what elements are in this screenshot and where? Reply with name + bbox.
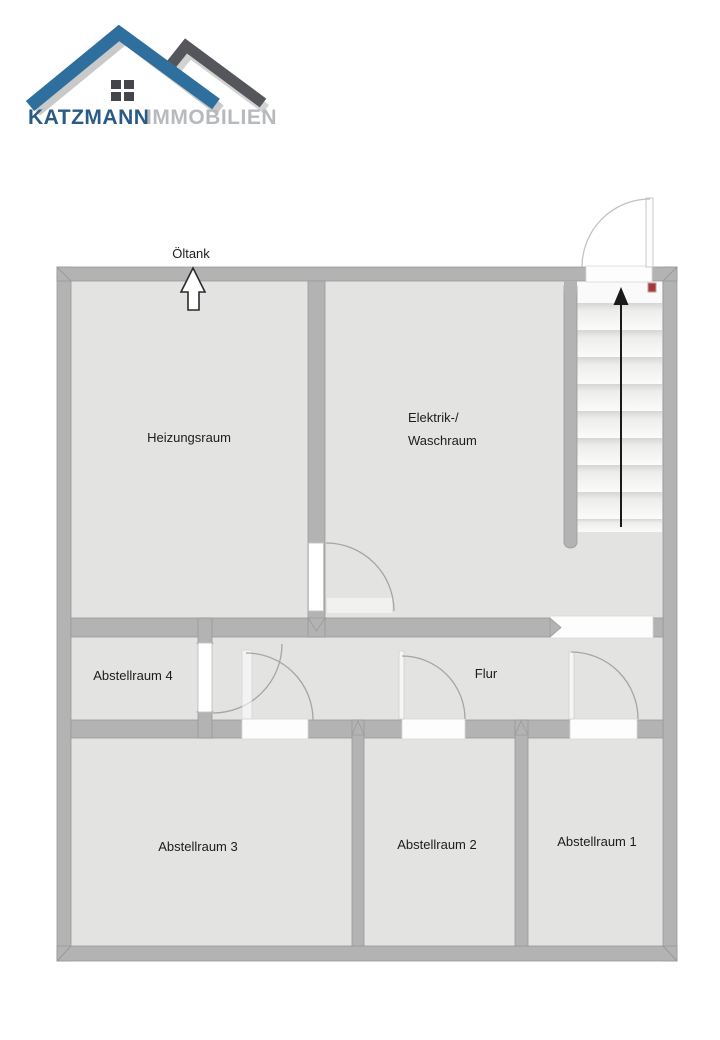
- room-label-abstellraum2: Abstellraum 2: [397, 837, 477, 852]
- opening-abst1: [570, 719, 637, 739]
- wall-abst2-abst1: [515, 720, 528, 946]
- wall-abst3-abst2: [352, 720, 364, 946]
- opening-abst3: [242, 719, 308, 739]
- room-stairwell: [577, 281, 663, 618]
- room-label-elektrik-line1: Elektrik-/: [408, 410, 459, 425]
- door-leaf-abst4: [198, 643, 212, 712]
- room-heizungsraum: [71, 281, 308, 618]
- wall-stairwell-top: [564, 281, 577, 293]
- logo-window-icon: [111, 80, 134, 101]
- opening-flur-stairs: [550, 616, 653, 638]
- floorplan: [57, 198, 677, 961]
- room-label-abstellraum1: Abstellraum 1: [557, 834, 637, 849]
- wall-stairwell: [564, 281, 577, 548]
- wall-outer-right: [663, 267, 677, 961]
- opening-abst2: [402, 719, 465, 739]
- door-leaf-heiz: [309, 543, 324, 611]
- room-label-abstellraum3: Abstellraum 3: [158, 839, 238, 854]
- wall-outer-bottom: [57, 946, 677, 961]
- room-label-heizungsraum: Heizungsraum: [147, 430, 231, 445]
- brand-text: [28, 106, 277, 129]
- room-flur: [212, 637, 663, 720]
- opening-stairs-top: [586, 266, 652, 282]
- room-label-flur: Flur: [474, 666, 498, 681]
- wall-outer-top: [57, 267, 677, 281]
- brand-name: KATZMANN: [28, 106, 150, 129]
- door-arc-stairs-top: [582, 199, 650, 267]
- wall-outer-left: [57, 267, 71, 961]
- room-elektrik-waschraum: [325, 281, 564, 618]
- door-leaf-stairs-top: [646, 198, 653, 267]
- oiltank-label: Öltank: [172, 246, 210, 261]
- brand-suffix: IMMOBILIEN: [146, 106, 277, 129]
- company-logo: [28, 33, 277, 129]
- room-label-elektrik-line2: Waschraum: [408, 433, 477, 448]
- room-label-abstellraum4: Abstellraum 4: [93, 668, 173, 683]
